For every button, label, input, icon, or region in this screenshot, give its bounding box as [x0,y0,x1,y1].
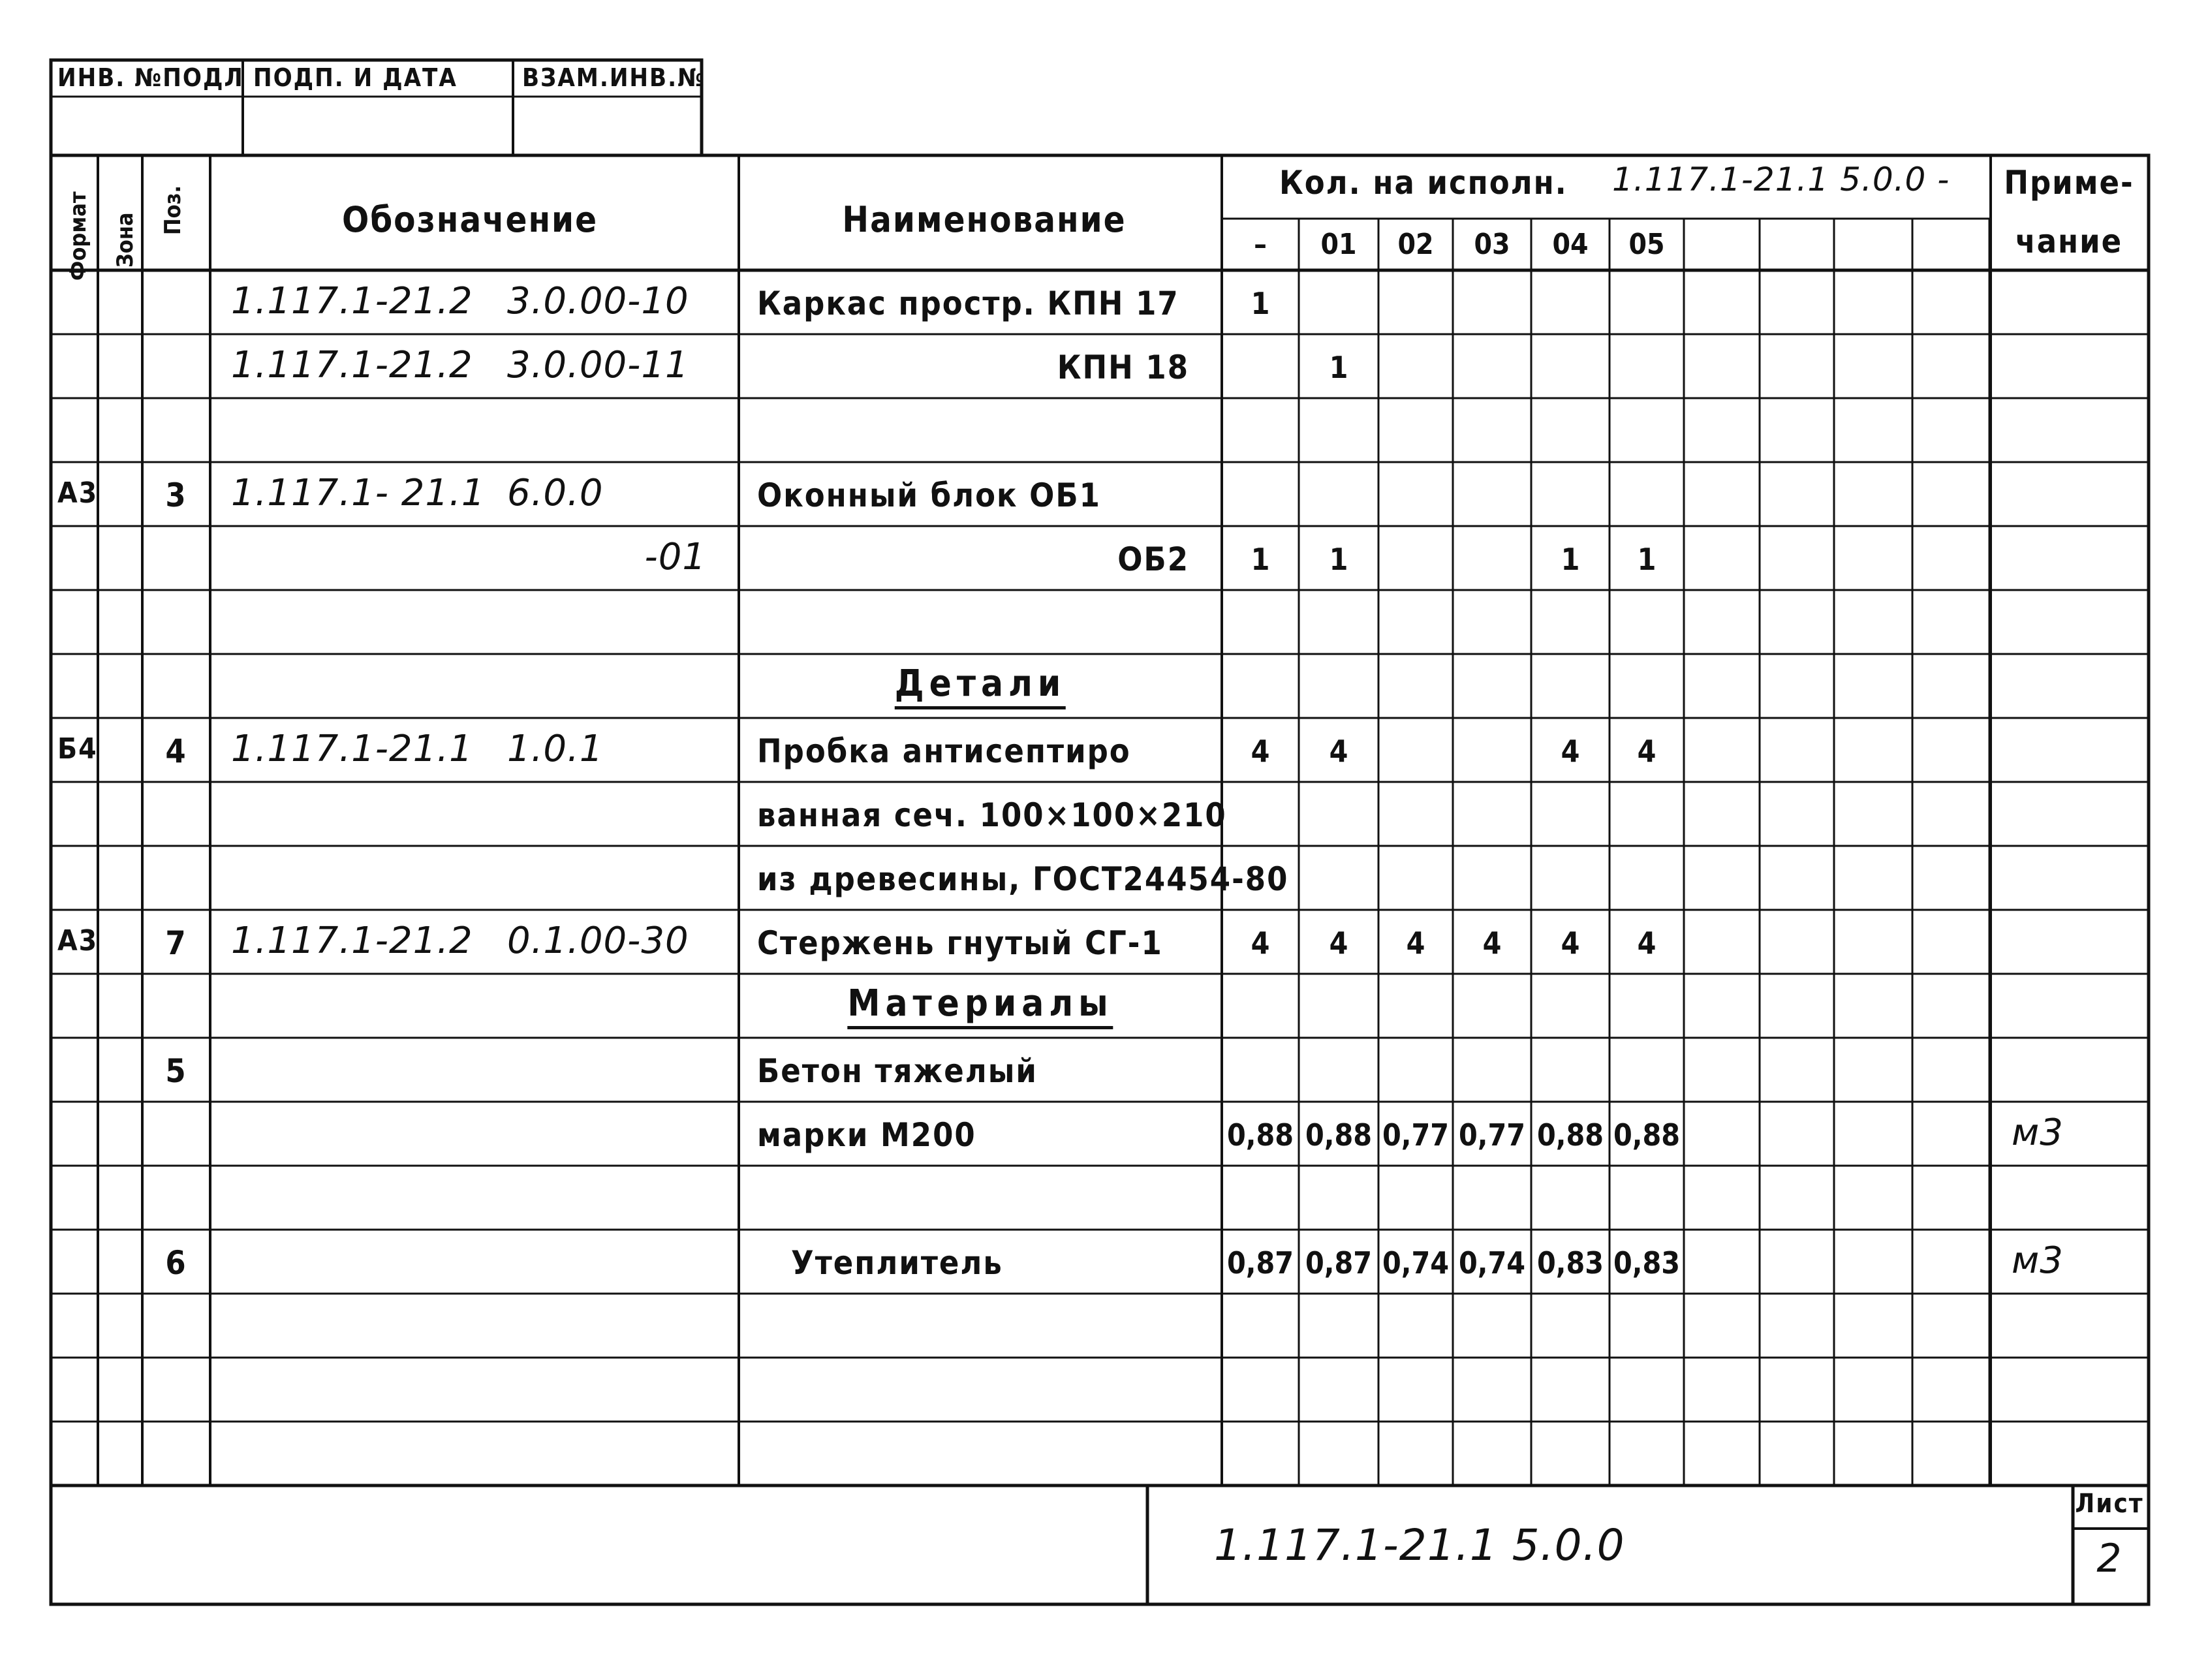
row-quantity: 0,77 [1382,1117,1450,1153]
header-primechanie-1: Приме- [2004,164,2134,202]
row-quantity: 1 [1329,350,1348,385]
row-quantity: 0,77 [1458,1117,1526,1153]
row-quantity: 0,74 [1382,1245,1450,1281]
row-quantity: 1 [1561,542,1580,577]
row-designation-code: 3.0.00-11 [507,344,689,386]
header-poz: Поз. [160,185,186,235]
row-position: 3 [165,476,187,514]
execution-header-02: 02 [1397,228,1434,261]
row-quantity: 0,83 [1536,1245,1604,1281]
row-designation-code: 6.0.0 [507,472,604,514]
execution-header-03: 03 [1474,228,1510,261]
row-designation: 1.117.1-21.2 [231,920,473,962]
row-quantity: 4 [1637,734,1656,769]
header-naimenovanie: Наименование [842,199,1127,240]
row-quantity: 4 [1251,926,1270,961]
row-quantity: 4 [1561,734,1580,769]
header-format: Формат [65,191,91,281]
row-designation-code: -01 [644,536,706,578]
row-quantity: 4 [1251,734,1270,769]
row-quantity: 4 [1482,926,1502,961]
execution-header-05: 05 [1628,228,1665,261]
row-designation: 1.117.1- 21.1 [231,472,486,514]
row-quantity: 4 [1406,926,1425,961]
row-note: м3 [2012,1112,2064,1154]
row-name: Утеплитель [791,1244,1003,1282]
stamp-podp-data: ПОДП. И ДАТА [253,63,458,92]
footer-list-label: Лист [2075,1489,2144,1519]
row-name: Стержень гнутый СГ-1 [757,924,1163,962]
row-name: из древесины, ГОСТ24454-80 [757,860,1289,898]
row-designation: 1.117.1-21.2 [231,344,473,386]
row-name: ОБ2 [1117,540,1189,578]
row-format: А3 [57,476,99,510]
header-oboznachenie: Обозначение [341,199,599,240]
row-name: ванная сеч. 100×100×210 [757,796,1227,834]
footer-document-code: 1.117.1-21.1 5.0.0 [1214,1520,1625,1570]
row-name: Пробка антисептиро [757,732,1131,770]
row-note: м3 [2012,1239,2064,1282]
row-name: Каркас простр. КПН 17 [757,285,1179,322]
row-designation: 1.117.1-21.1 [231,728,473,770]
row-position: 5 [165,1052,187,1090]
row-quantity: 1 [1329,542,1348,577]
row-quantity: 0,88 [1613,1117,1681,1153]
row-designation-code: 3.0.00-10 [507,280,689,322]
row-name: КПН 18 [1057,349,1189,386]
row-quantity: 1 [1637,542,1656,577]
row-position: 6 [165,1244,187,1282]
row-quantity: 4 [1637,926,1656,961]
row-quantity: 4 [1329,926,1348,961]
execution-header-01: 01 [1320,228,1357,261]
row-quantity: 0,87 [1305,1245,1373,1281]
row-quantity: 1 [1251,286,1270,321]
row-quantity: 4 [1329,734,1348,769]
row-quantity: 1 [1251,542,1270,577]
row-name: Материалы [847,986,1113,1029]
row-position: 4 [165,732,187,770]
row-name: марки М200 [757,1116,976,1154]
row-quantity: 0,83 [1613,1245,1681,1281]
row-quantity: 4 [1561,926,1580,961]
footer-list-number: 2 [2096,1536,2123,1581]
row-quantity: 0,87 [1226,1245,1294,1281]
row-quantity: 0,88 [1226,1117,1294,1153]
header-zona: Зона [112,212,138,268]
stamp-inv-podl: ИНВ. №ПОДЛ [57,63,244,92]
execution-header-04: 04 [1552,228,1589,261]
row-format: Б4 [57,732,98,766]
row-name: Детали [895,666,1066,709]
row-designation-code: 1.0.1 [507,728,604,770]
row-position: 7 [165,924,187,962]
row-quantity: 0,74 [1458,1245,1526,1281]
row-quantity: 0,88 [1536,1117,1604,1153]
row-name: Бетон тяжелый [757,1052,1038,1090]
header-kol-doc: 1.117.1-21.1 5.0.0 - [1612,161,1950,198]
execution-header-base: – [1254,228,1267,261]
stamp-vzam-inv: ВЗАМ.ИНВ.№ [522,63,706,92]
row-designation-code: 0.1.00-30 [507,920,689,962]
row-quantity: 0,88 [1305,1117,1373,1153]
row-name: Оконный блок ОБ1 [757,476,1101,514]
header-primechanie-2: чание [2015,223,2123,260]
header-kol-na-ispoln: Кол. на исполн. [1279,164,1568,202]
row-format: А3 [57,924,99,957]
row-designation: 1.117.1-21.2 [231,280,473,322]
